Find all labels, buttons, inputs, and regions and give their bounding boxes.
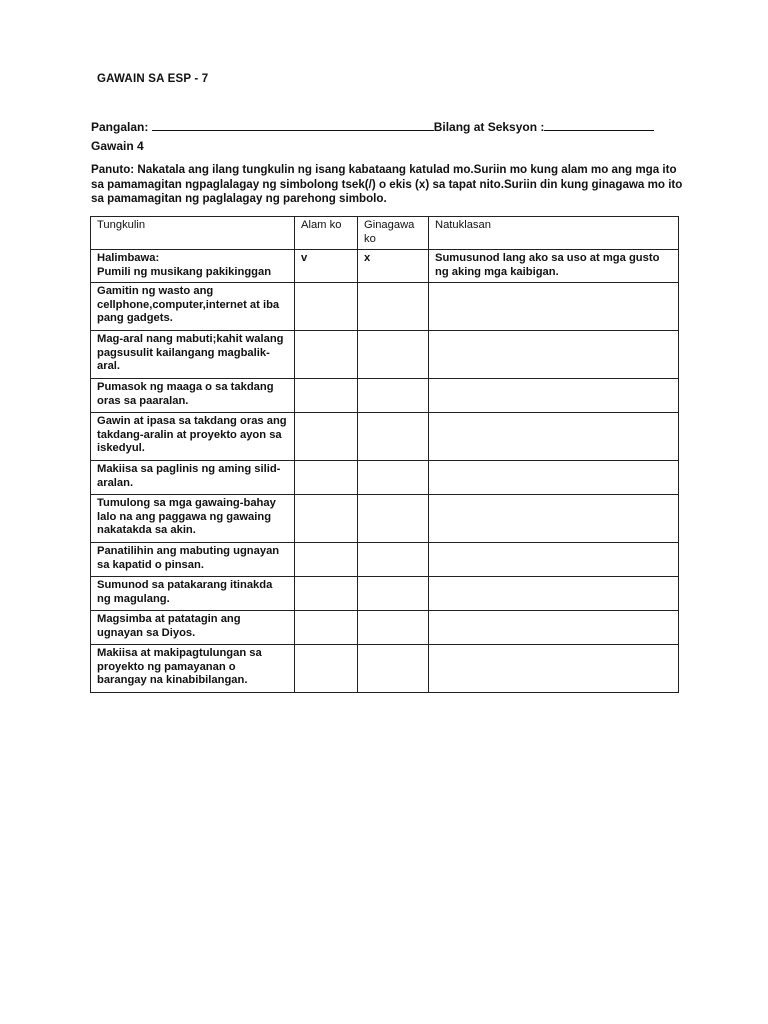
worksheet-title: GAWAIN SA ESP - 7 [97,73,209,85]
example-alam-ko: v [295,250,358,283]
ginagawa-ko-cell[interactable] [358,413,429,461]
alam-ko-cell[interactable] [295,577,358,611]
activity-label: Gawain 4 [91,139,144,153]
natuklasan-cell[interactable] [429,495,679,543]
ginagawa-ko-cell[interactable] [358,461,429,495]
natuklasan-cell[interactable] [429,379,679,413]
table-header-row [91,217,679,250]
alam-ko-cell[interactable] [295,461,358,495]
table-row [91,331,679,379]
natuklasan-cell[interactable] [429,461,679,495]
alam-ko-cell[interactable] [295,283,358,331]
instructions: Panuto: Nakatala ang ilang tungkulin ng isang kabataang katulad mo.Suriin mo kung alam mo ang mga ito sa pamamagitan ngpaglalagay ng simbolong tsek(/) o ekis (x) sa tapat nito.Suriin din kung ginagawa mo ito sa pamamagitan ng paglalagay ng parehong simbolo. [91,163,683,205]
header-ginagawa-ko: Ginagawa ko [358,217,429,250]
task-cell: Gawin at ipasa sa takdang oras ang takdang-aralin at proyekto ayon sa iskedyul. [91,413,295,461]
student-info-line [91,119,654,134]
section-blank[interactable] [544,119,654,131]
table-row [91,283,679,331]
alam-ko-cell[interactable] [295,611,358,645]
task-cell: Makiisa sa paglinis ng aming silid-aralan. [91,461,295,495]
task-cell: Makiisa at makipagtulungan sa proyekto ng pamayanan o barangay na kinabibilangan. [91,645,295,693]
table-row [91,379,679,413]
table-row [91,577,679,611]
alam-ko-cell[interactable] [295,495,358,543]
ginagawa-ko-cell[interactable] [358,645,429,693]
alam-ko-cell[interactable] [295,379,358,413]
ginagawa-ko-cell[interactable] [358,331,429,379]
task-cell: Pumasok ng maaga o sa takdang oras sa paaralan. [91,379,295,413]
task-cell: Tumulong sa mga gawaing-bahay lalo na ang paggawa ng gawaing nakatakda sa akin. [91,495,295,543]
example-task-cell [91,250,295,283]
natuklasan-cell[interactable] [429,645,679,693]
header-tungkulin: Tungkulin [91,217,295,250]
section-label: Bilang at Seksyon : [433,120,545,134]
natuklasan-cell[interactable] [429,413,679,461]
example-row [91,250,679,283]
alam-ko-cell[interactable] [295,645,358,693]
table-row [91,461,679,495]
tasks-table [90,216,679,693]
name-blank[interactable] [152,119,434,131]
ginagawa-ko-cell[interactable] [358,283,429,331]
example-ginagawa-ko: x [358,250,429,283]
natuklasan-cell[interactable] [429,577,679,611]
ginagawa-ko-cell[interactable] [358,495,429,543]
task-cell: Magsimba at patatagin ang ugnayan sa Diyos. [91,611,295,645]
header-alam-ko: Alam ko [295,217,358,250]
table-row [91,645,679,693]
example-label: Halimbawa: [97,252,160,264]
example-task: Pumili ng musikang pakikinggan [97,265,272,278]
alam-ko-cell[interactable] [295,331,358,379]
natuklasan-cell[interactable] [429,611,679,645]
natuklasan-cell[interactable] [429,543,679,577]
ginagawa-ko-cell[interactable] [358,543,429,577]
task-cell: Panatilihin ang mabuting ugnayan sa kapatid o pinsan. [91,543,295,577]
natuklasan-cell[interactable] [429,331,679,379]
table-row [91,543,679,577]
table-row [91,495,679,543]
task-cell: Mag-aral nang mabuti;kahit walang pagsusulit kailangang magbalik-aral. [91,331,295,379]
task-cell: Gamitin ng wasto ang cellphone,computer,internet at iba pang gadgets. [91,283,295,331]
table-row [91,413,679,461]
alam-ko-cell[interactable] [295,413,358,461]
task-cell: Sumunod sa patakarang itinakda ng magulang. [91,577,295,611]
ginagawa-ko-cell[interactable] [358,577,429,611]
ginagawa-ko-cell[interactable] [358,379,429,413]
natuklasan-cell[interactable] [429,283,679,331]
alam-ko-cell[interactable] [295,543,358,577]
ginagawa-ko-cell[interactable] [358,611,429,645]
header-natuklasan: Natuklasan [429,217,679,250]
table-row [91,611,679,645]
example-natuklasan: Sumusunod lang ako sa uso at mga gusto ng aking mga kaibigan. [429,250,679,283]
name-label: Pangalan: [91,120,149,134]
